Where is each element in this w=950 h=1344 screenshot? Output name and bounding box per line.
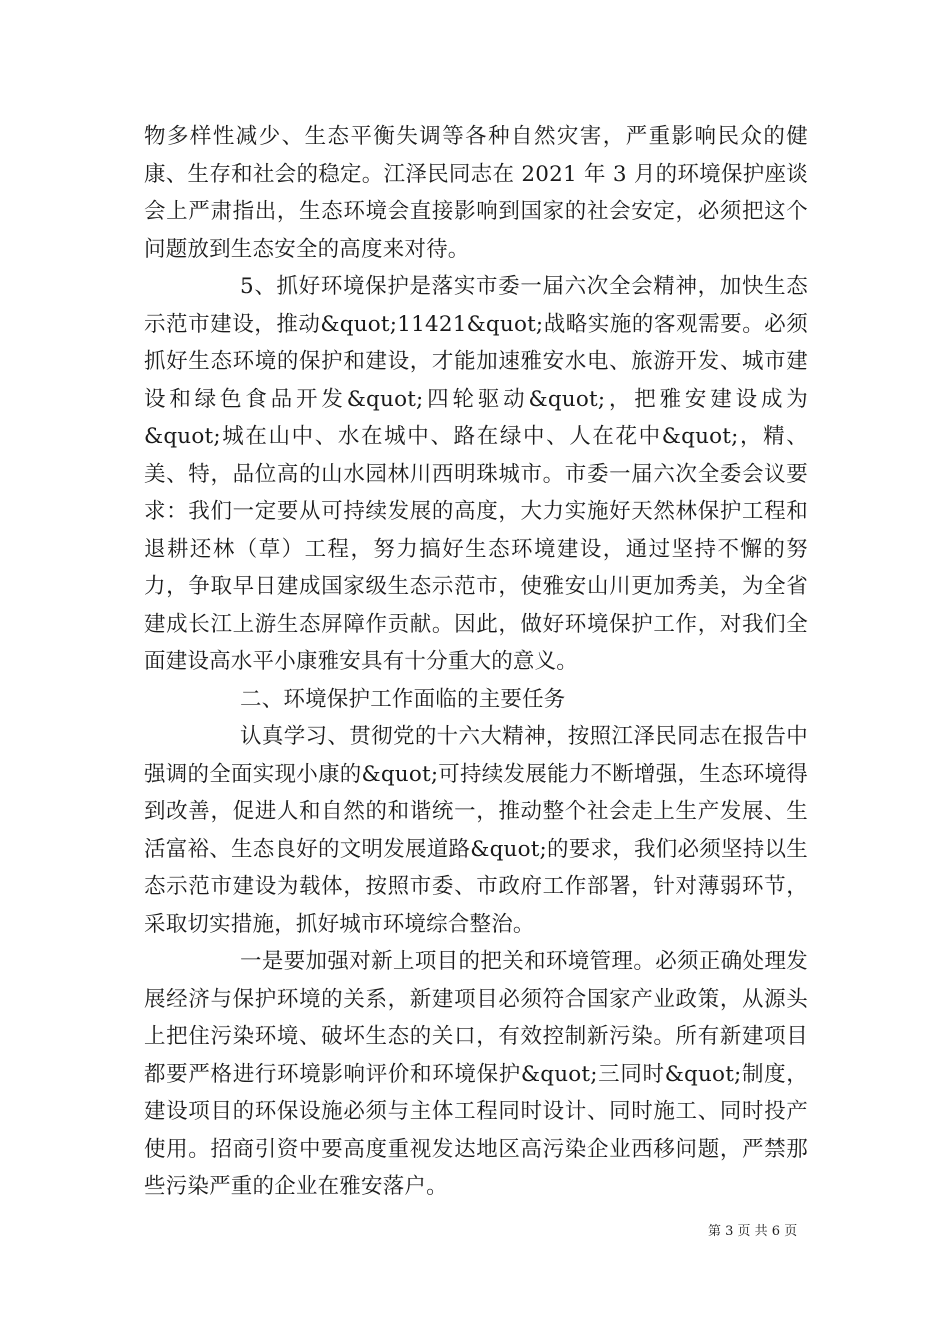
paragraph-point-5: 5、抓好环境保护是落实市委一届六次全会精神，加快生态示范市建设，推动&quot;11421&quot;战略实施的客观需要。必须抓好生态环境的保护和建设，才能加速雅安水电、旅游开发、城市建设和绿色食品开发&quot;四轮驱动&quot;，把雅安建设成为&quot;城在山中、水在城中、路在绿中、人在花中&quot;，精、美、特，品位高的山水园林川西明珠城市。市委一届六次全委会议要求：我们一定要从可持续发展的高度，大力实施好天然林保护工程和退耕还林（草）工程，努力搞好生态环境建设，通过坚持不懈的努力，争取早日建成国家级生态示范市，使雅安山川更加秀美，为全省建成长江上游生态屏障作贡献。因此，做好环境保护工作，对我们全面建设高水平小康雅安具有十分重大的意义。 <box>144 274 808 674</box>
section-heading: 二、环境保护工作面临的主要任务 <box>240 686 566 712</box>
paragraph-continuation: 物多样性减少、生态平衡失调等各种自然灾害，严重影响民众的健康、生存和社会的稳定。江泽民同志在 2021 年 3 月的环境保护座谈会上严肃指出，生态环境会直接影响到国家的社会安定，必须把这个问题放到生态安全的高度来对待。 <box>144 124 808 262</box>
paragraph-task-1: 一是要加强对新上项目的把关和环境管理。必须正确处理发展经济与保护环境的关系，新建项目必须符合国家产业政策，从源头上把住污染环境、破坏生态的关口，有效控制新污染。所有新建项目都要严格进行环境影响评价和环境保护&quot;三同时&quot;制度，建设项目的环保设施必须与主体工程同时设计、同时施工、同时投产使用。招商引资中要高度重视发达地区高污染企业西移问题，严禁那些污染严重的企业在雅安落户。 <box>144 949 808 1199</box>
document-body <box>144 118 808 1206</box>
page-number-footer: 第 3 页 共 6 页 <box>708 1224 798 1239</box>
paragraph-section-intro: 认真学习、贯彻党的十六大精神，按照江泽民同志在报告中强调的全面实现小康的&quot;可持续发展能力不断增强，生态环境得到改善，促进人和自然的和谐统一，推动整个社会走上生产发展、生活富裕、生态良好的文明发展道路&quot;的要求，我们必须坚持以生态示范市建设为载体，按照市委、市政府工作部署，针对薄弱环节，采取切实措施，抓好城市环境综合整治。 <box>144 724 808 937</box>
